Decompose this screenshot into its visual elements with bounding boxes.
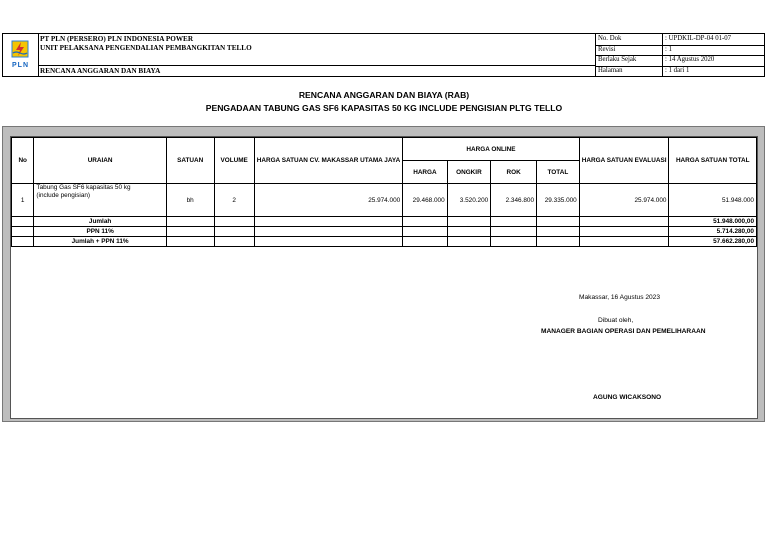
item-harga-total: 51.948.000 bbox=[669, 184, 757, 217]
made-by: Dibuat oleh, bbox=[598, 317, 634, 324]
col-header-harga-total: HARGA SATUAN TOTAL bbox=[669, 138, 757, 184]
rab-panel bbox=[10, 136, 758, 419]
item-uraian-line2: (include pengisian) bbox=[36, 192, 91, 199]
doc-title-cell bbox=[38, 65, 595, 77]
col-header-harga-cv: HARGA SATUAN CV. MAKASSAR UTAMA JAYA bbox=[254, 138, 402, 184]
summary-label: Jumlah bbox=[34, 217, 166, 227]
col-header-harga: HARGA bbox=[403, 161, 447, 184]
col-header-satuan: SATUAN bbox=[166, 138, 214, 184]
summary-value: 57.662.280,00 bbox=[669, 237, 757, 247]
rab-subtitle: PENGADAAN TABUNG GAS SF6 KAPASITAS 50 KG INCLUDE PENGISIAN PLTG TELLO bbox=[205, 103, 563, 113]
item-harga-cv: 25.974.000 bbox=[254, 184, 402, 217]
company-line-2: UNIT PELAKSANA PENGENDALIAN PEMBANGKITAN TELLO bbox=[40, 44, 252, 52]
meta-value: : UPDKIL-DP-04 01-07 bbox=[662, 34, 764, 45]
document-meta bbox=[595, 34, 765, 76]
item-harga-evaluasi: 25.974.000 bbox=[579, 184, 669, 217]
pln-logo-icon bbox=[10, 39, 30, 59]
rab-table bbox=[11, 137, 757, 247]
meta-label: Berlaku Sejak bbox=[598, 56, 637, 63]
summary-row bbox=[12, 227, 757, 237]
pln-logo bbox=[3, 34, 39, 76]
item-volume: 2 bbox=[214, 184, 254, 217]
item-harga: 29.468.000 bbox=[403, 184, 447, 217]
rab-title: RENCANA ANGGARAN DAN BIAYA (RAB) bbox=[298, 90, 470, 100]
company-name bbox=[40, 35, 252, 53]
meta-value: : 14 Agustus 2020 bbox=[662, 55, 764, 66]
meta-label: No. Dok bbox=[598, 35, 622, 42]
summary-label: Jumlah + PPN 11% bbox=[34, 237, 166, 247]
meta-label: Revisi bbox=[598, 45, 616, 53]
item-uraian-line1: Tabung Gas SF6 kapasitas 50 kg bbox=[36, 184, 131, 191]
col-header-no: No bbox=[12, 138, 34, 184]
col-header-total: TOTAL bbox=[537, 161, 580, 184]
company-line-1: PT PLN (PERSERO) PLN INDONESIA POWER bbox=[40, 35, 194, 43]
meta-label: Halaman bbox=[598, 66, 623, 74]
col-header-harga-online: HARGA ONLINE bbox=[403, 138, 580, 161]
summary-label: PPN 11% bbox=[34, 227, 166, 237]
col-header-uraian: URAIAN bbox=[34, 138, 166, 184]
table-row bbox=[12, 184, 757, 217]
meta-value: : 1 bbox=[662, 45, 764, 56]
col-header-harga-evaluasi: HARGA SATUAN EVALUASI bbox=[579, 138, 669, 184]
summary-row bbox=[12, 217, 757, 227]
summary-value: 5.714.280,00 bbox=[669, 227, 757, 237]
signer-position: MANAGER BAGIAN OPERASI DAN PEMELIHARAAN bbox=[541, 328, 706, 335]
summary-row bbox=[12, 237, 757, 247]
doc-title: RENCANA ANGGARAN DAN BIAYA bbox=[40, 67, 161, 75]
item-satuan: bh bbox=[166, 184, 214, 217]
item-uraian bbox=[34, 184, 166, 217]
meta-row bbox=[596, 66, 765, 77]
col-header-volume: VOLUME bbox=[214, 138, 254, 184]
summary-value: 51.948.000,00 bbox=[669, 217, 757, 227]
col-header-ongkir: ONGKIR bbox=[447, 161, 491, 184]
item-total: 29.335.000 bbox=[537, 184, 580, 217]
item-rok: 2.346.800 bbox=[491, 184, 537, 217]
meta-value: : 1 dari 1 bbox=[662, 66, 764, 77]
signer-name: AGUNG WICAKSONO bbox=[593, 394, 662, 401]
col-header-rok: ROK bbox=[491, 161, 537, 184]
item-ongkir: 3.520.200 bbox=[447, 184, 491, 217]
item-no: 1 bbox=[12, 184, 34, 217]
rab-frame bbox=[2, 126, 765, 422]
logo-text: PLN bbox=[12, 62, 29, 69]
place-date: Makassar, 16 Agustus 2023 bbox=[579, 294, 661, 301]
document-header bbox=[2, 33, 765, 77]
